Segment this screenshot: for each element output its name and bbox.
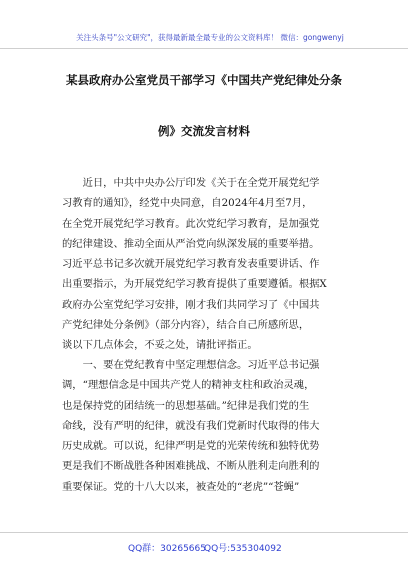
text-line: 习近平总书记多次就开展党纪学习教育发表重要讲话、作 — [62, 258, 320, 271]
text-line: 调，“理想信念是中国共产党人的精神支柱和政治灵魂， — [62, 379, 315, 392]
text-line: 的纪律建设、推动全面从严治党向纵深发展的重要举措。 — [62, 237, 320, 250]
text-line: 更是我们不断战胜各种困难挑战、不断从胜利走向胜利的 — [62, 460, 320, 473]
text-line: 出重要指示，为开展党纪学习教育提供了重要遵循。根据X — [62, 278, 327, 291]
header-banner: 关注头条号"公文研究"，获得最新最全最专业的公文资料库！ 微信：gongwenyj — [76, 33, 344, 42]
document-title-line-2: 例》交流发言材料 — [158, 124, 250, 138]
text-line: 产党纪律处分条例》（部分内容），结合自己所感所思， — [62, 319, 310, 332]
qq-number-link[interactable]: QQ号:535304092 — [204, 544, 282, 554]
intro-paragraph — [62, 173, 348, 356]
text-line: 也是保持党的团结统一的思想基础。”纪律是我们党的生 — [62, 399, 310, 412]
text-line: 一、要在党纪教育中坚定理想信念。习近平总书记强 — [82, 359, 320, 371]
text-line: 谈以下几点体会，不妥之处，请批评指正。 — [62, 339, 258, 352]
text-line: 重要保证。党的十八大以来，被查处的“老虎”“苍蝇” — [62, 480, 300, 493]
text-line: 在全党开展党纪学习教育。此次党纪学习教育，是加强党 — [62, 217, 320, 230]
text-line: 近日，中共中央办公厅印发《关于在全党开展党纪学 — [82, 177, 320, 189]
text-line: 命线，没有严明的纪律，就没有我们党新时代取得的伟大 — [62, 419, 320, 432]
text-line: 习教育的通知》，经党中央同意，自2024年4月至7月， — [62, 197, 313, 210]
section-one-paragraph — [62, 355, 348, 497]
page-footer — [0, 532, 408, 573]
qq-group-link[interactable]: QQ群：30265665 — [128, 544, 206, 554]
document-title-line-1: 某县政府办公室党员干部学习《中国共产党纪律处分条 — [66, 73, 342, 87]
text-line: 政府办公室党纪学习安排，刚才我们共同学习了《中国共 — [62, 298, 320, 311]
page-header — [0, 10, 408, 49]
text-line: 历史成就。可以说，纪律严明是党的光荣传统和独特优势 — [62, 440, 320, 453]
